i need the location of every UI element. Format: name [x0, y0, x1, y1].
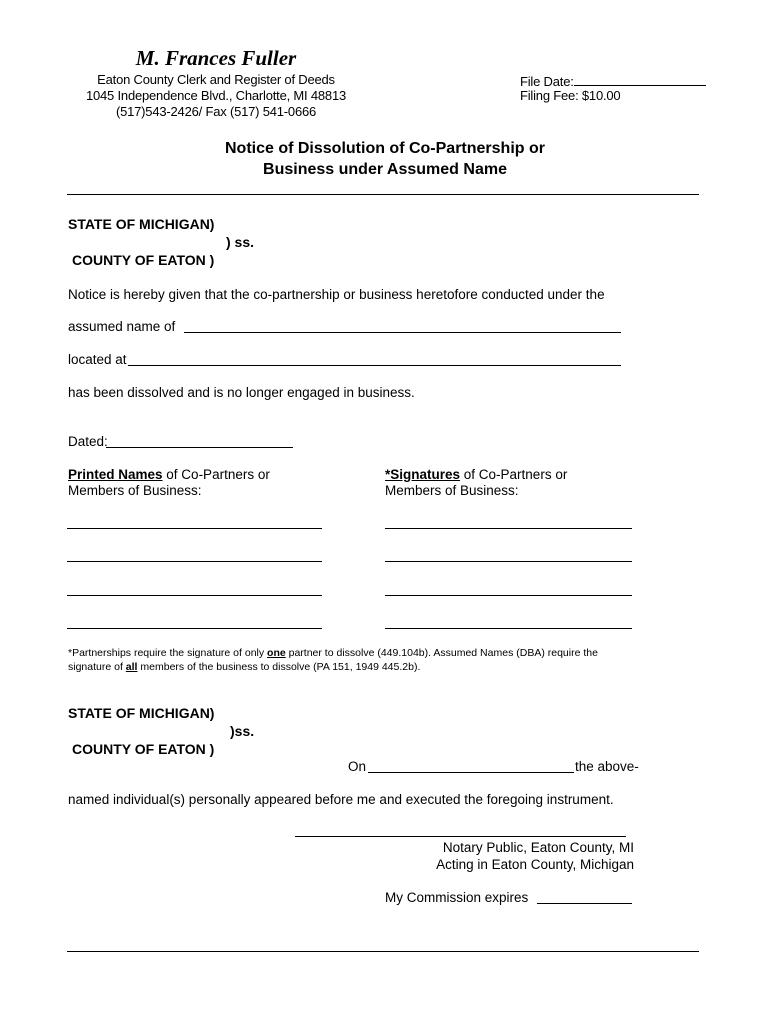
printed-name-field-3[interactable]: [67, 595, 322, 596]
located-row: [68, 352, 127, 367]
document-title-line2: Business under Assumed Name: [263, 161, 507, 178]
signatures-label: *Signatures: [385, 467, 461, 482]
footnote: [68, 646, 598, 674]
located-label: located at: [68, 352, 127, 367]
dissolved-text: has been dissolved and is no longer engaged in business.: [68, 385, 415, 400]
printed-names-label: Printed Names: [68, 467, 163, 482]
on-label: On: [348, 759, 367, 774]
notice-text: Notice is hereby given that the co-partnership or business heretofore conducted under the: [68, 287, 605, 302]
assumed-name-label: assumed name of: [68, 319, 176, 334]
bottom-rule: [67, 951, 699, 952]
appeared-text: named individual(s) personally appeared before me and executed the foregoing instrument.: [68, 792, 614, 807]
clerk-phone: (517)543-2426/ Fax (517) 541-0666: [115, 104, 317, 119]
footnote-text-4: members of the business to dissolve (PA 151, 1949 445.2b).: [137, 661, 421, 673]
dated-label: Dated:: [68, 434, 108, 449]
venue-state: STATE OF MICHIGAN): [68, 216, 215, 232]
venue-county: COUNTY OF EATON ): [72, 252, 215, 268]
footnote-text-1: *Partnerships require the signature of only: [68, 647, 268, 659]
notary-line2: Acting in Eaton County, Michigan: [436, 857, 634, 872]
assumed-name-row: [68, 319, 175, 334]
title-rule: [67, 194, 699, 195]
clerk-address: 1045 Independence Blvd., Charlotte, MI 48813: [85, 88, 347, 103]
signatures-line2: Members of Business:: [385, 483, 519, 498]
dated-field[interactable]: [106, 447, 293, 448]
dated-row: [68, 434, 108, 449]
document-title: [0, 138, 770, 180]
signature-field-1[interactable]: [385, 528, 632, 529]
footnote-text-2: partner to dissolve (449.104b). Assumed Names (DBA) require the: [285, 647, 598, 659]
assumed-name-field[interactable]: [184, 332, 621, 333]
the-above-text: the above-: [575, 759, 639, 774]
located-field[interactable]: [128, 365, 621, 366]
filing-fee: Filing Fee: $10.00: [520, 88, 621, 103]
footnote-one: one: [267, 647, 286, 659]
signatures-heading: [385, 467, 567, 499]
venue2-state: STATE OF MICHIGAN): [68, 705, 215, 721]
clerk-name: M. Frances Fuller: [135, 46, 297, 70]
commission-field[interactable]: [537, 903, 632, 904]
on-date-field[interactable]: [368, 772, 574, 773]
signature-field-3[interactable]: [385, 595, 632, 596]
printed-names-line2: Members of Business:: [68, 483, 202, 498]
printed-name-field-4[interactable]: [67, 628, 322, 629]
printed-names-heading: [68, 467, 270, 499]
printed-name-field-2[interactable]: [67, 561, 322, 562]
venue2-county: COUNTY OF EATON ): [72, 741, 215, 757]
footnote-text-3: signature of: [68, 661, 126, 673]
footnote-all: all: [125, 661, 138, 673]
signature-field-4[interactable]: [385, 628, 632, 629]
printed-names-rest: of Co-Partners or: [162, 467, 270, 482]
venue-ss: ) ss.: [226, 234, 255, 250]
notary-signature-field[interactable]: [295, 836, 626, 837]
clerk-office: Eaton County Clerk and Register of Deeds: [97, 72, 335, 87]
signature-field-2[interactable]: [385, 561, 632, 562]
commission-label: My Commission expires: [385, 890, 529, 905]
signatures-rest: of Co-Partners or: [460, 467, 568, 482]
venue2-ss: )ss.: [230, 723, 255, 739]
file-date-label: File Date:: [520, 74, 574, 89]
printed-name-field-1[interactable]: [67, 528, 322, 529]
file-date-field[interactable]: [574, 72, 706, 86]
notary-line1: Notary Public, Eaton County, MI: [442, 840, 634, 855]
document-title-line1: Notice of Dissolution of Co-Partnership or: [224, 140, 545, 157]
